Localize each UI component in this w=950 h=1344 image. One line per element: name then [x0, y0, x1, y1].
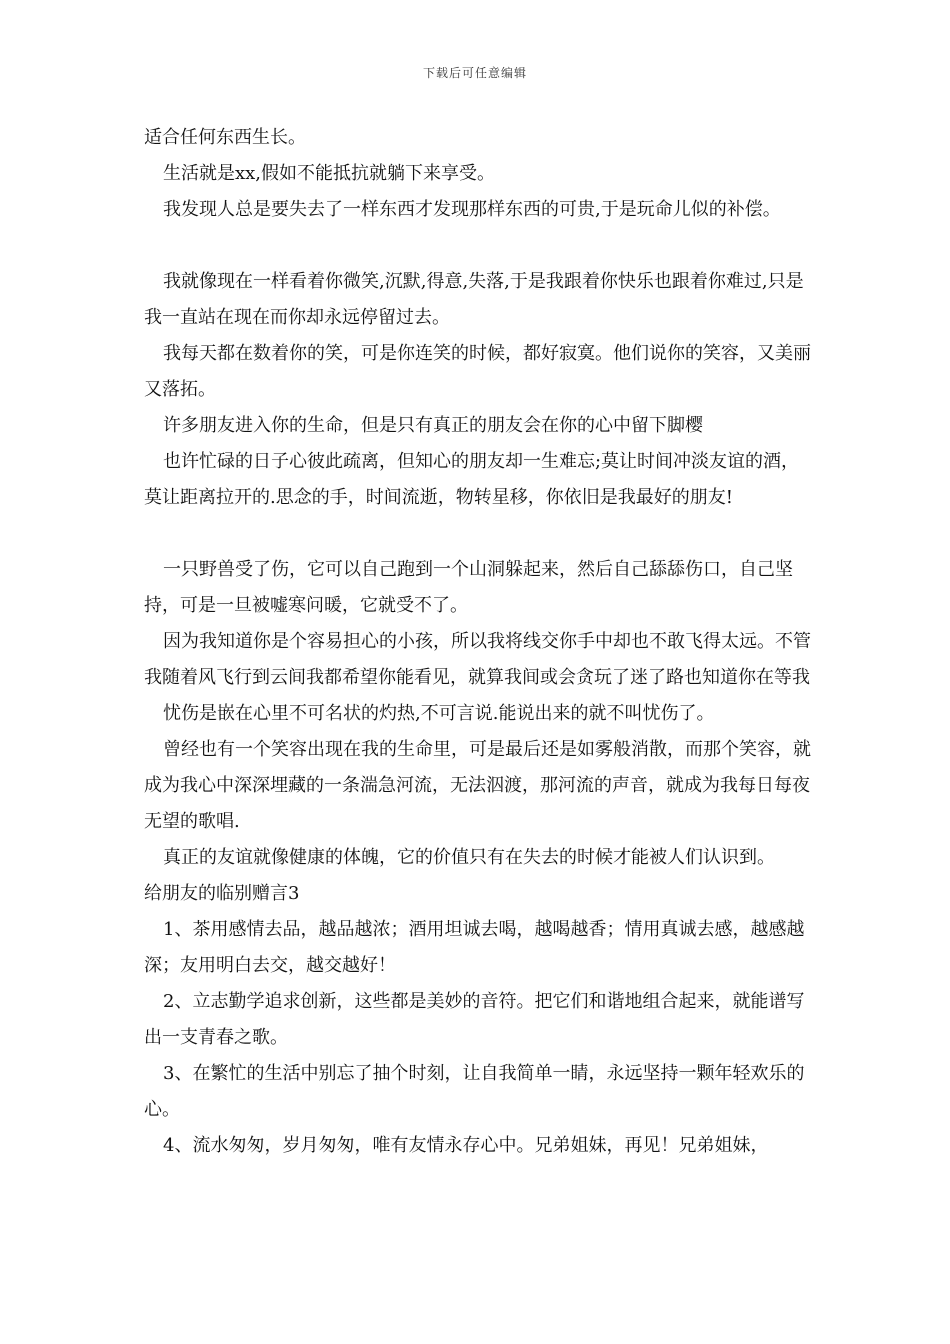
paragraph: 我每天都在数着你的笑，可是你连笑的时候，都好寂寞。他们说你的笑容，又美丽又落拓。	[144, 343, 811, 400]
paragraph: 忧伤是嵌在心里不可名状的灼热,不可言说.能说出来的就不叫忧伤了。	[163, 703, 715, 724]
paragraph: 2、立志勤学追求创新，这些都是美妙的音符。把它们和谐地组合起来，就能谱写出一支青春之歌。	[144, 991, 805, 1048]
blank-line	[144, 228, 812, 264]
paragraph: 4、流水匆匆，岁月匆匆，唯有友情永存心中。兄弟姐妹，再见！兄弟姐妹，	[163, 1135, 769, 1156]
paragraph: 也许忙碌的日子心彼此疏离，但知心的朋友却一生难忘;莫让时间冲淡友谊的酒，莫让距离拉开的.思念的手，时间流逝，物转星移，你依旧是我最好的朋友!	[144, 451, 800, 508]
section-heading: 给朋友的临别赠言3	[144, 883, 300, 904]
paragraph: 生活就是xx,假如不能抵抗就躺下来享受。	[163, 163, 496, 184]
paragraph: 因为我知道你是个容易担心的小孩，所以我将线交你手中却也不敢飞得太远。不管我随着风飞行到云间我都希望你能看见，就算我间或会贪玩了迷了路也知道你在等我	[144, 631, 811, 688]
paragraph: 许多朋友进入你的生命，但是只有真正的朋友会在你的心中留下脚樱	[163, 415, 703, 436]
page-header: 下载后可任意编辑	[422, 66, 527, 80]
paragraph: 适合任何东西生长。	[144, 127, 306, 148]
paragraph: 我发现人总是要失去了一样东西才发现那样东西的可贵,于是玩命儿似的补偿。	[163, 199, 781, 220]
document-body	[144, 120, 812, 1164]
paragraph: 一只野兽受了伤，它可以自己跑到一个山洞躲起来，然后自己舔舔伤口，自己坚持，可是一旦被嘘寒问暖，它就受不了。	[144, 559, 793, 616]
paragraph: 真正的友谊就像健康的体魄，它的价值只有在失去的时候才能被人们认识到。	[163, 847, 775, 868]
paragraph: 曾经也有一个笑容出现在我的生命里，可是最后还是如雾般消散，而那个笑容，就成为我心中深深埋藏的一条湍急河流，无法泅渡，那河流的声音，就成为我每日每夜无望的歌唱.	[144, 739, 811, 832]
paragraph: 3、在繁忙的生活中别忘了抽个时刻，让自我简单一睛，永远坚持一颗年轻欢乐的心。	[144, 1063, 805, 1120]
paragraph: 1、茶用感情去品，越品越浓；酒用坦诚去喝，越喝越香；情用真诚去感，越感越深；友用明白去交，越交越好！	[144, 919, 805, 976]
paragraph: 我就像现在一样看着你微笑,沉默,得意,失落,于是我跟着你快乐也跟着你难过,只是我一直站在现在而你却永远停留过去。	[144, 271, 804, 328]
blank-line	[144, 516, 812, 552]
